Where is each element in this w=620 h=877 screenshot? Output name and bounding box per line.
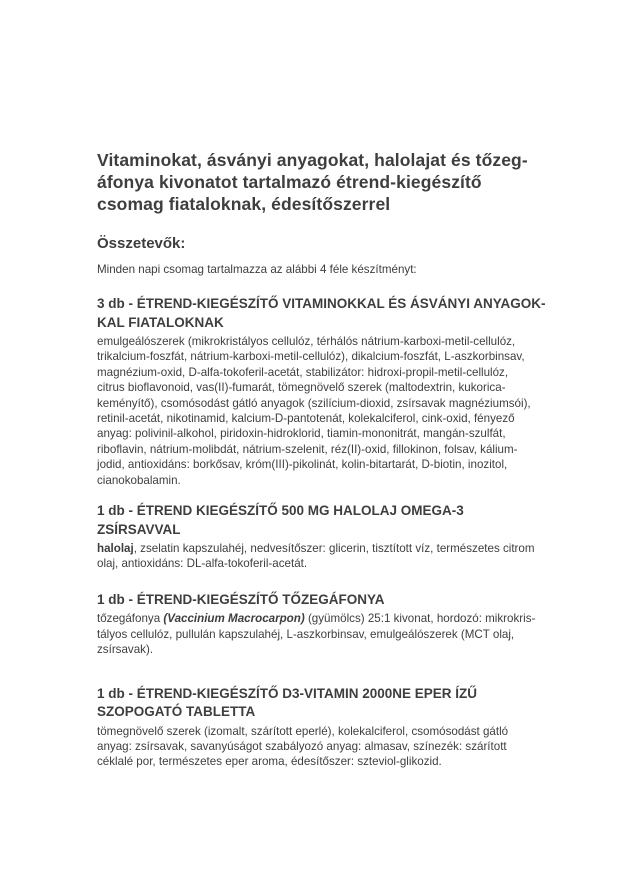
ingredients-heading: Összetevők: bbox=[97, 235, 186, 252]
section-body bbox=[97, 541, 580, 572]
text-run: csomag fiataloknak, édesítőszerrel bbox=[97, 194, 391, 214]
ingredient-section bbox=[97, 591, 580, 658]
section-heading bbox=[97, 295, 580, 332]
text-run: retinil-acetát, nikotinamid, kalcium-D-pantotenát, kolekalciferol, cink-oxid, fényező bbox=[97, 412, 515, 426]
text-run: áfonya kivonatot tartalmazó étrend-kiegészítő bbox=[97, 172, 482, 192]
text-run: (Vaccinium Macrocarpon) bbox=[163, 612, 305, 626]
text-run: citrus bioflavonoid, vas(II)-fumarát, tömegnövelő szerek (maltodextrin, kukorica- bbox=[97, 381, 506, 395]
section-body bbox=[97, 334, 580, 488]
ingredient-sections bbox=[97, 295, 580, 770]
section-body bbox=[97, 724, 580, 770]
text-run: KAL FIATALOKNAK bbox=[97, 314, 224, 330]
text-run: tályos cellulóz, pullulán kapszulahéj, L-aszkorbinsav, emulgeálószerek (MCT olaj, bbox=[97, 627, 515, 641]
text-run: halolaj bbox=[97, 542, 134, 556]
text-run: olaj, antioxidáns: DL-alfa-tokoferil-acetát. bbox=[97, 557, 308, 571]
text-run: 3 db - ÉTREND-KIEGÉSZÍTŐ VITAMINOKKAL ÉS ÁSVÁNYI ANYAGOK- bbox=[97, 296, 546, 311]
section-heading bbox=[97, 591, 580, 610]
section-heading bbox=[97, 685, 580, 722]
text-run: 1 db - ÉTREND KIEGÉSZÍTŐ 500 MG HALOLAJ OMEGA-3 bbox=[97, 503, 464, 519]
ingredient-section bbox=[97, 295, 580, 488]
text-run: riboflavin, nátrium-molibdát, nátrium-szelenit, réz(II)-oxid, fillokinon, folsav, kálium- bbox=[97, 442, 518, 456]
text-run: céklalé por, természetes eper aroma, édesítőszer: szteviol-glikozid. bbox=[97, 755, 442, 769]
text-run: anyag: zsírsavak, savanyúságot szabályozó anyag: almasav, színezék: szárított bbox=[97, 740, 507, 753]
text-run: (gyümölcs) 25:1 kivonat, hordozó: mikrokris- bbox=[304, 612, 536, 626]
text-run: tőzegáfonya bbox=[97, 612, 164, 626]
text-run: jodid, antioxidáns: borkősav, króm(III)-pikolinát, kolin-bitartarát, D-biotin, inozitol, bbox=[97, 458, 508, 472]
text-run: Vitaminokat, ásványi anyagokat, halolajat és tőzeg- bbox=[97, 150, 528, 170]
section-heading bbox=[97, 502, 580, 539]
text-run: ZSÍRSAVVAL bbox=[97, 521, 181, 537]
text-run: SZOPOGATÓ TABLETTA bbox=[97, 704, 256, 720]
text-run: trikalcium-foszfát, nátrium-karboxi-metil-cellulóz), dikalcium-foszfát, L-aszkorbinsav, bbox=[97, 350, 525, 364]
text-run: 1 db - ÉTREND-KIEGÉSZÍTŐ TŐZEGÁFONYA bbox=[97, 591, 385, 607]
ingredient-section bbox=[97, 685, 580, 770]
text-run: anyag: polivinil-alkohol, piridoxin-hidroklorid, tiamin-mononitrát, mangán-szulfát, bbox=[97, 427, 506, 441]
text-run: magnézium-oxid, D-alfa-tokoferil-acetát, stabilizátor: hidroxi-propil-metil-cellulóz, bbox=[97, 365, 509, 379]
page-title bbox=[97, 149, 580, 215]
text-run: cianokobalamin. bbox=[97, 473, 181, 487]
text-run: tömegnövelő szerek (izomalt, szárított eperlé), kolekalciferol, csomósodást gátló bbox=[97, 724, 509, 738]
text-run: emulgeálószerek (mikrokristályos cellulóz, térhálós nátrium-karboxi-metil-cellulóz, bbox=[97, 335, 516, 348]
ingredient-section bbox=[97, 502, 580, 572]
section-body bbox=[97, 611, 580, 657]
text-run: , zselatin kapszulahéj, nedvesítőszer: glicerin, tisztított víz, természetes citrom bbox=[133, 542, 535, 556]
text-run: zsírsavak). bbox=[97, 643, 154, 657]
text-run: 1 db - ÉTREND-KIEGÉSZÍTŐ D3-VITAMIN 2000NE EPER ÍZŰ bbox=[97, 685, 478, 701]
text-run: keményítő), csomósodást gátló anyagok (szilícium-dioxid, zsírsavak magnéziumsói), bbox=[97, 396, 531, 410]
intro-text: Minden napi csomag tartalmazza az alábbi 4 féle készítményt: bbox=[97, 263, 417, 276]
